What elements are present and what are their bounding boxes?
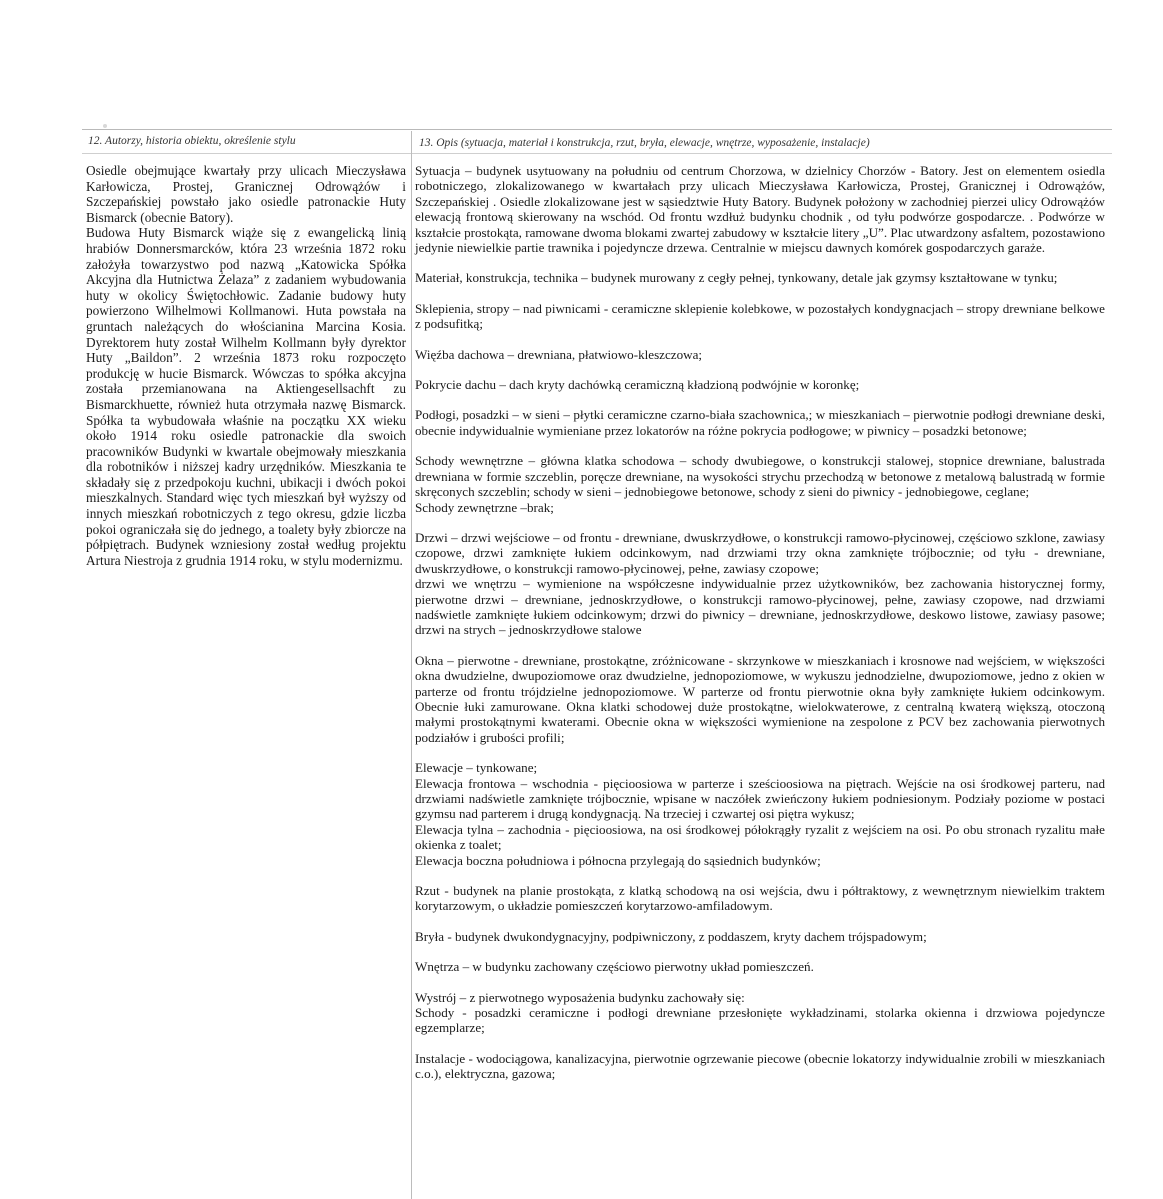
section-sytuacja: Sytuacja – budynek usytuowany na południu od centrum Chorzowa, w dzielnicy Chorzów - Batory. Jest on elementem osiedla robotniczego, zlokalizowanego w kwartałach przy ulicach Mieczysława Karłowicza, Prostej, Granicznej i Odrowążów, Szczepańskiej . Osiedle zlokalizowane jest w sąsiedztwie Huty Batory. Budynek położony w zachodniej pierzei ulicy Odrowążów elewacją frontową skierowany na wschód. Od frontu wzdłuż budynku chodnik , od tyłu podwórze gospodarcze. . Podwórze w kształcie prostokąta, ramowane dwoma blokami zwartej zabudowy w kształcie litery „U”. Plac utwardzony asfaltem, pozostawiono jedynie niewielkie partie trawnika i pojedyncze drzewa. Centralnie w miejscu dawnych komórek gospodarczych garaże. <box>415 163 1105 256</box>
description-column <box>415 163 1105 1082</box>
section-bryla: Bryła - budynek dwukondygnacyjny, podpiwniczony, z poddaszem, kryty dachem trójspadowym; <box>415 928 927 944</box>
section-sklepienia: Sklepienia, stropy – nad piwnicami - ceramiczne sklepienie kolebkowe, w pozostałych kondygnacjach – stropy drewniane belkowe z podsufitką; <box>415 300 1105 332</box>
section-elewacja-tylna: Elewacja tylna – zachodnia - pięcioosiowa, na osi środkowej półokrągły ryzalit z wejściem na osi. Po obu stronach ryzalitu małe okienka z toalet; <box>415 821 1105 853</box>
history-paragraph: Budowa Huty Bismarck wiąże się z ewangelicką linią hrabiów Donnersmarcków, która 23 września 1872 roku założyła towarzystwo pod nazwą „Katowicka Spółka Akcyjna dla Hutnictwa Żelaza” z zadaniem wybudowania huty w okolicy Świętochłowic. Zadanie budowy huty powierzono Wilhelmowi Kollmanowi. Huta powstała na gruntach należących do włościanina Marcina Kosia. Dyrektorem huty został Wilhelm Kollmann były dyrektor Huty „Baildon”. 2 września 1873 roku rozpoczęto produkcję w hucie Bismarck. Wówczas to spółka akcyjna została przemianowana na Aktiengesellsachft zu Bismarckhuette, również huta otrzymała nazwę Bismarck. Spółka ta wybudowała właśnie na początku XX wieku około 1914 roku osiedle patronackie dla swoich pracowników Budynki w kwartale obejmowały mieszkania dla robotników i niższej kadry urzędników. Mieszkania te składały się z przedpokoju kuchni, ubikacji i dwóch pokoi mieszkalnych. Standard więc tych mieszkań był wyższy od innych mieszkań robotniczych z tego okresu, gdzie liczba pokoi ograniczała się do jednego, a toalety były zbiorcze na półpiętrach. Budynek wzniesiony został według projektu Artura Niestroja z grudnia 1914 roku, w stylu modernizmu. <box>86 225 406 568</box>
section-drzwi: Drzwi – drzwi wejściowe – od frontu - drewniane, dwuskrzydłowe, o konstrukcji ramowo-płycinowej, częściowo szklone, zawiasy czopowe, drzwi zamknięte łukiem odcinkowym, nad drzwiami trzy okna zamknięte trójbocznie; od tyłu - drewniane, dwuskrzydłowe, o konstrukcji ramowo-płycinowej, pełne, zawiasy czopowe; <box>415 529 1105 576</box>
column-divider <box>411 131 412 1199</box>
section-drzwi-wnetrze: drzwi we wnętrzu – wymienione na współczesne indywidualnie przez użytkowników, bez zachowania historycznej formy, pierwotne drzwi – drewniane, jednoskrzydłowe, o konstrukcji ramowo-płycinowej, pełne, zawiasy czopowe, nad drzwiami nadświetle zamknięte łukiem odcinkowym; drzwi do piwnicy – drewniane, jednoskrzydłowe, deskowo listowe, zawiasy pasowe; drzwi na strych – jednoskrzydłowe stalowe <box>415 576 1105 638</box>
right-header-rule <box>412 153 1112 154</box>
left-column-header: 12. Autorzy, historia obiektu, określenie stylu <box>88 135 296 147</box>
section-elewacja-frontowa: Elewacja frontowa – wschodnia - pięcioosiowa w parterze i sześcioosiowa na piętrach. Wejście na osi środkowej parteru, nad drzwiami nadświetle zamknięte trójbocznie, wpisane w naczółek zwieńczony łukiem podniesionym. Podziały poziome w postaci gzymsu nad parterem i drugą kondygnacją. Na trzeciej i czwartej osi piętra wykusz; <box>415 775 1105 822</box>
history-paragraph: Osiedle obejmujące kwartały przy ulicach Mieczysława Karłowicza, Prostej, Granicznej Odrowążów i Szczepańskiej powstało jako osiedle patronackie Huty Bismarck (obecnie Batory). <box>86 163 406 225</box>
section-podlogi: Podłogi, posadzki – w sieni – płytki ceramiczne czarno-biała szachownica,; w mieszkaniach – pierwotnie podłogi drewniane deski, obecnie indywidualnie wymieniane przez lokatorów na różne pokrycia podłogowe; w piwnicy – posadzki betonowe; <box>415 407 1105 438</box>
right-column-header: 13. Opis (sytuacja, materiał i konstrukcja, rzut, bryła, elewacje, wnętrze, wyposażenie, instalacje) <box>419 137 870 149</box>
section-wystroj-schody: Schody - posadzki ceramiczne i podłogi drewniane przesłonięte wykładzinami, stolarka okienna i drzwiowa pojedyncze egzemplarze; <box>415 1005 1105 1036</box>
section-schody-zewnetrzne: Schody zewnętrzne –brak; <box>415 499 554 515</box>
section-okna: Okna – pierwotne - drewniane, prostokątne, zróżnicowane - skrzynkowe w mieszkaniach i krosnowe nad wejściem, w większości okna dwudzielne, dwupoziomowe oraz dwudzielne, jednopoziomowe, w wykuszu jednodzielne, dwupoziomowe, jedno z okien w parterze od frontu trójdzielne jednopoziomowe. W parterze od frontu pierwotnie okna były zamknięte łukiem odcinkowym. Obecnie łuki zamurowane. Okna klatki schodowej duże prostokątne, wielokwaterowe, z centralną kwaterą większą, otoczoną małymi prostokątnymi kwaterami. Obecnie okna w większości wymienione na zespolone z PCV bez zachowania pierwotnych podziałów i grubości profili; <box>415 652 1105 745</box>
section-schody-wewnetrzne: Schody wewnętrzne – główna klatka schodowa – schody dwubiegowe, o konstrukcji stalowej, stopnice drewniane, balustrada drewniana w formie szczeblin, poręcze drewniane, na wysokości strychu przechodzą w betonowe z metalową balustradą w formie skręconych szczeblin; schody w sieni – jednobiegowe betonowe, schody z sieni do piwnicy - jednobiegowe, ceglane; <box>415 453 1105 500</box>
section-rzut: Rzut - budynek na planie prostokąta, z klatką schodową na osi wejścia, dwu i półtraktowy, z wewnętrznym niewielkim traktem korytarzowym, o układzie pomieszczeń korytarzowo-amfiladowym. <box>415 883 1105 914</box>
section-wystroj: Wystrój – z pierwotnego wyposażenia budynku zachowały się: <box>415 989 745 1005</box>
section-instalacje: Instalacje - wodociągowa, kanalizacyjna, pierwotnie ogrzewanie piecowe (obecnie lokatorzy indywidualnie zrobili w mieszkaniach c.o.), elektryczna, gazowa; <box>415 1050 1105 1082</box>
section-pokrycie: Pokrycie dachu – dach kryty dachówką ceramiczną kładzioną podwójnie w koronkę; <box>415 377 860 393</box>
section-elewacja-boczna: Elewacja boczna południowa i północna przylegają do sąsiednich budynków; <box>415 852 821 868</box>
left-header-rule <box>82 153 411 154</box>
section-elewacje: Elewacje – tynkowane; <box>415 760 538 776</box>
section-material: Materiał, konstrukcja, technika – budynek murowany z cegły pełnej, tynkowany, detale jak gzymsy kształtowane w tynku; <box>415 270 1058 286</box>
history-column <box>86 163 406 568</box>
section-wiezba: Więźba dachowa – drewniana, płatwiowo-kleszczowa; <box>415 346 703 362</box>
scan-mark <box>103 124 107 128</box>
section-wnetrza: Wnętrza – w budynku zachowany częściowo pierwotny układ pomieszczeń. <box>415 959 814 975</box>
table-top-rule <box>82 129 1112 130</box>
